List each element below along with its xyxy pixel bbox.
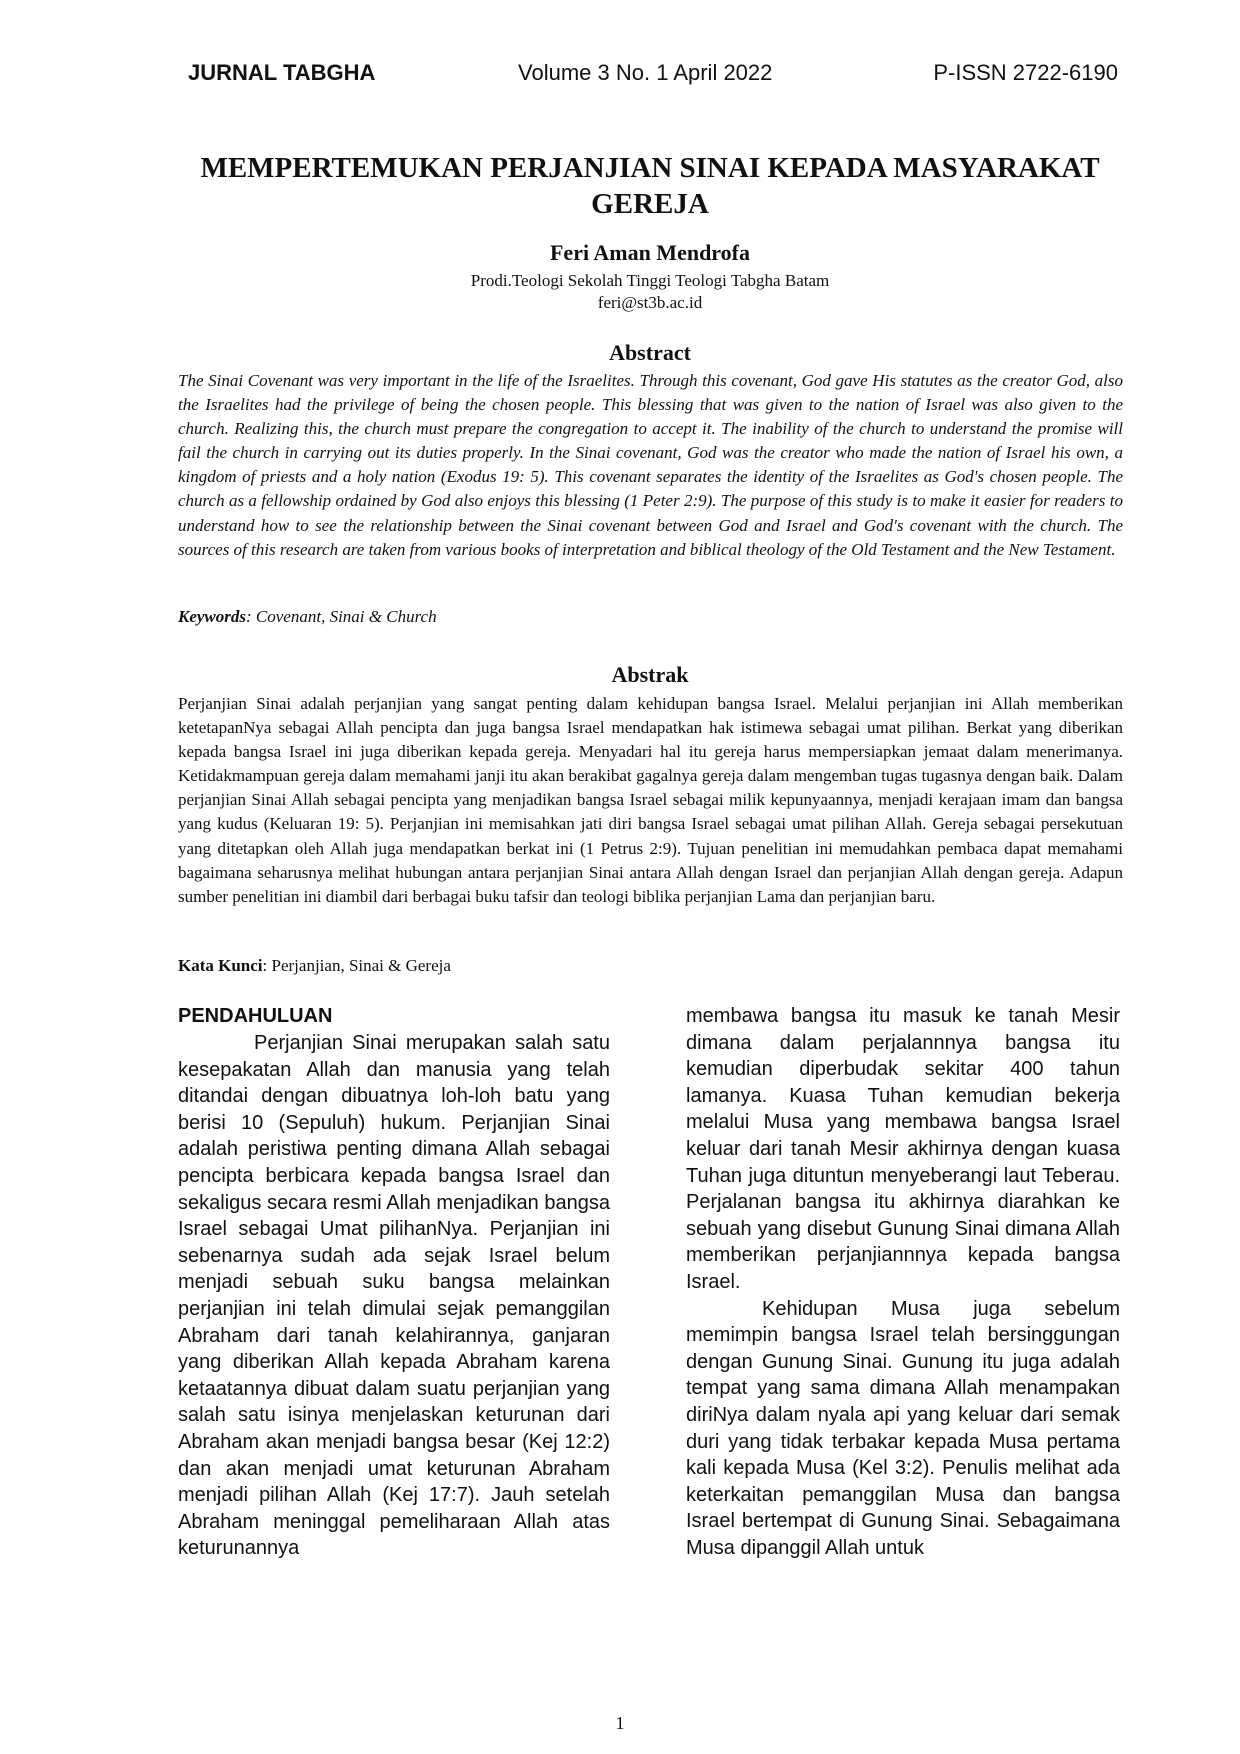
kata-kunci-label: Kata Kunci	[178, 956, 263, 975]
keywords-value: : Covenant, Sinai & Church	[246, 607, 437, 626]
abstrak-heading: Abstrak	[611, 662, 689, 687]
author-affiliation: Prodi.Teologi Sekolah Tinggi Teologi Tabgha Batam	[470, 271, 830, 290]
abstract-text: The Sinai Covenant was very important in the life of the Israelites. Through this covenant, God gave His statutes as the creator God, also the Israelites had the privilege of being the chosen people. This blessing that was given to the nation of Israel was also given to the church. Realizing this, the church must prepare the congregation to accept it. The inability of the church to understand the promise will fail the church in carrying out its duties properly. In the Sinai covenant, God was the creator who made the nation of Israel his own, a kingdom of priests and a holy nation (Exodus 19: 5). This covenant separates the identity of the Israelites as God's chosen people. The church as a fellowship ordained by God also enjoys this blessing (1 Peter 2:9). The purpose of this study is to make it easier for readers to understand how to see the relationship between the Sinai covenant between God and Israel and God's covenant with the church. The sources of this research are taken from various books of interpretation and biblical theology of the Old Testament and the New Testament.	[178, 371, 1123, 559]
kata-kunci-value: : Perjanjian, Sinai & Gereja	[262, 956, 451, 975]
body-paragraph: membawa bangsa itu masuk ke tanah Mesir dimana dalam perjalannnya bangsa itu kemudian diperbudak sekitar 400 tahun lamanya. Kuasa Tuhan kemudian bekerja melalui Musa yang membawa bangsa Israel keluar dari tanah Mesir akhirnya dengan kuasa Tuhan juga dituntun menyeberangi laut Teberau. Perjalanan bangsa itu akhirnya diarahkan ke sebuah yang disebut Gunung Sinai dimana Allah memberikan perjanjiannnya kepada bangsa Israel.	[686, 1005, 1120, 1293]
journal-name: JURNAL TABGHA	[188, 60, 376, 85]
keywords-label: Keywords	[178, 607, 246, 626]
body-column-left	[178, 1003, 610, 1562]
author-email: feri@st3b.ac.id	[597, 293, 703, 312]
body-column-right	[686, 1003, 1120, 1561]
kata-kunci	[178, 956, 1123, 976]
body-paragraph: Perjanjian Sinai merupakan salah satu kesepakatan Allah dan manusia yang telah ditandai dengan dibuatnya loh-loh batu yang berisi 10 (Sepuluh) hukum. Perjanjian Sinai adalah peristiwa penting dimana Allah sebagai pencipta berbicara kepada bangsa Israel dan sekaligus secara resmi Allah menjadikan bangsa Israel sebagai Umat pilihanNya. Perjanjian ini sebenarnya sudah ada sejak Israel belum menjadi sebuah suku bangsa melainkan perjanjian ini telah dimulai sejak pemanggilan Abraham dari tanah kelahirannya, ganjaran yang diberikan Allah kepada Abraham karena ketaatannya dibuat dalam suatu perjanjian yang salah satu isinya menjelaskan keturunan dari Abraham akan menjadi bangsa besar (Kej 12:2) dan akan menjadi umat keturunan Abraham menjadi pilihan Allah (Kej 17:7). Jauh setelah Abraham meninggal pemeliharaan Allah atas keturunannya	[178, 1032, 610, 1560]
abstract-heading: Abstract	[609, 340, 691, 365]
section-heading: PENDAHULUAN	[178, 1005, 333, 1027]
author-name: Feri Aman Mendrofa	[549, 240, 750, 265]
issn: P-ISSN 2722-6190	[933, 60, 1118, 85]
running-header	[188, 60, 1118, 90]
keywords	[178, 607, 1123, 627]
body-paragraph: Kehidupan Musa juga sebelum memimpin bangsa Israel telah bersinggungan dengan Gunung Sinai. Gunung itu juga adalah tempat yang sama dimana Allah menampakan diriNya dalam nyala api yang keluar dari semak duri yang tidak terbakar kepada Musa pertama kali kepada Musa (Kel 3:2). Penulis melihat ada keterkaitan pemanggilan Musa dan bangsa Israel bertempat di Gunung Sinai. Sebagaimana Musa dipanggil Allah untuk	[686, 1297, 1120, 1559]
abstrak-text: Perjanjian Sinai adalah perjanjian yang sangat penting dalam kehidupan bangsa Israel. Melalui perjanjian ini Allah memberikan ketetapanNya sebagai Allah pencipta dan juga bangsa Israel mendapatkan hak istimewa sebagai umat pilihan. Berkat yang diberikan kepada bangsa Israel ini juga diberikan kepada gereja. Menyadari hal itu gereja harus mempersiapkan jemaat dalam menerimanya. Ketidakmampuan gereja dalam memahami janji itu akan berakibat gagalnya gereja dalam mengemban tugas tugasnya dengan baik. Dalam perjanjian Sinai Allah sebagai pencipta yang menjadikan bangsa Israel sebagai milik kepunyaannya, menjadi kerajaan imam dan bangsa yang kudus (Keluaran 19: 5). Perjanjian ini memisahkan jati diri bangsa Israel sebagai umat pilihan Allah. Gereja sebagai persekutuan yang ditetapkan oleh Allah juga mendapatkan berkat ini (1 Petrus 2:9). Tujuan penelitian ini memudahkan pembaca dapat memahami bagaimana seharusnya melihat hubungan antara perjanjian Sinai antara Allah dengan Israel dan perjanjian Allah dengan gereja. Adapun sumber penelitian ini diambil dari berbagai buku tafsir dan teologi biblika perjanjian Lama dan perjanjian baru.	[178, 694, 1123, 906]
paper-title: MEMPERTEMUKAN PERJANJIAN SINAI KEPADA MASYARAKAT GEREJA	[200, 152, 1100, 220]
volume-info: Volume 3 No. 1 April 2022	[518, 60, 773, 85]
page-number: 1	[615, 1713, 625, 1733]
